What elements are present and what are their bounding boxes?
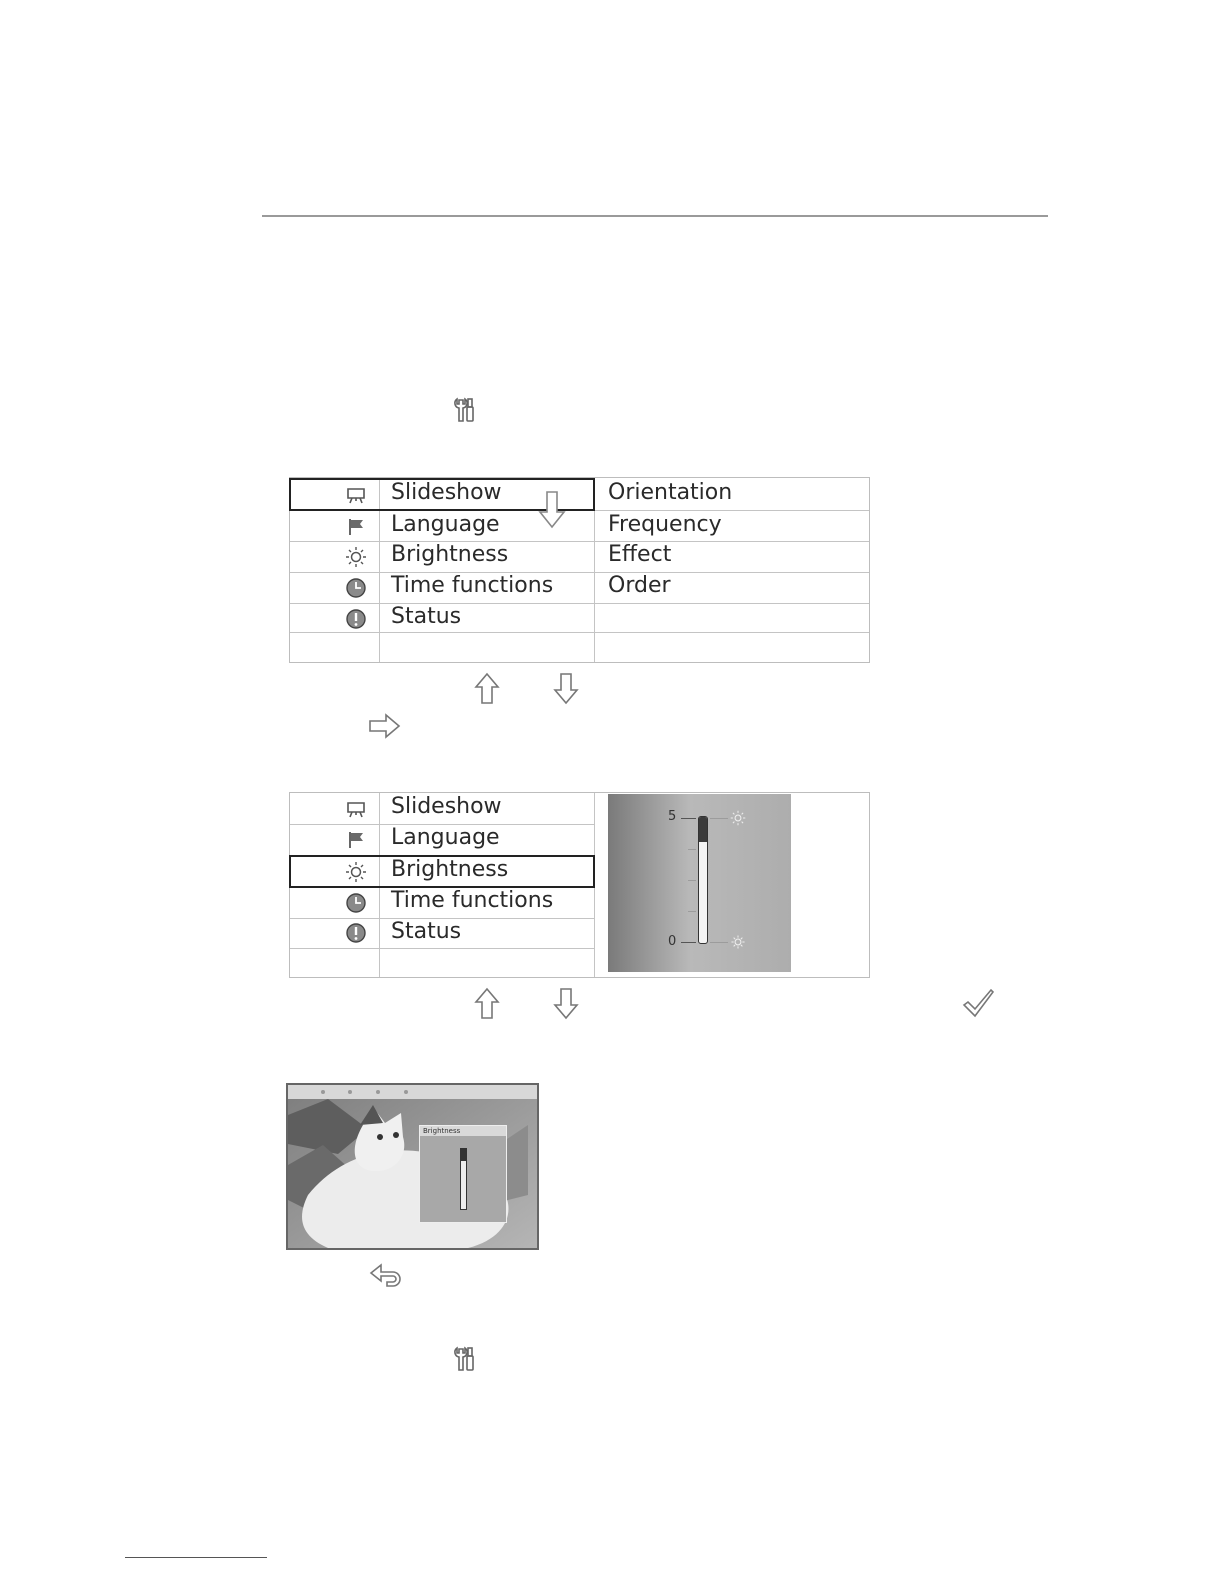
arrow-down-icon [553, 987, 579, 1021]
clock-icon [345, 577, 367, 599]
slideshow-icon [345, 798, 367, 820]
checkmark-icon [961, 987, 995, 1021]
menu-item-status[interactable]: Status [391, 919, 462, 944]
arrow-up-icon [474, 672, 500, 706]
footnote-rule [125, 1557, 267, 1558]
menu-item-language[interactable]: Language [391, 825, 500, 850]
settings-menu-2 [289, 792, 870, 978]
menu-item-slideshow[interactable]: Slideshow [391, 794, 502, 819]
menu-item-brightness[interactable]: Brightness [391, 542, 509, 567]
arrow-down-icon [538, 490, 566, 530]
arrow-up-icon [474, 987, 500, 1021]
menu-item-time-functions[interactable]: Time functions [391, 888, 554, 913]
wrench-icon [452, 396, 478, 424]
brightness-overlay [419, 1125, 507, 1223]
submenu-item-orientation[interactable]: Orientation [608, 480, 733, 505]
info-icon [345, 922, 367, 944]
brightness-icon [345, 861, 367, 883]
back-icon [369, 1262, 405, 1288]
brightness-icon [345, 546, 367, 568]
slider-min-label: 0 [668, 934, 677, 949]
top-rule [262, 215, 1048, 217]
brightness-slider[interactable] [698, 816, 708, 944]
clock-icon [345, 892, 367, 914]
photo-preview [286, 1083, 539, 1250]
slider-fill [699, 817, 707, 842]
brightness-overlay-title: Brightness [420, 1126, 506, 1136]
flag-icon [345, 829, 367, 851]
submenu-item-frequency[interactable]: Frequency [608, 512, 722, 537]
slideshow-icon [345, 484, 367, 506]
overlay-slider-fill [461, 1149, 466, 1161]
brightness-panel [608, 794, 791, 972]
brightness-high-icon [730, 810, 746, 826]
menu-item-brightness[interactable]: Brightness [391, 857, 509, 882]
submenu-item-effect[interactable]: Effect [608, 542, 672, 567]
slider-max-label: 5 [668, 809, 677, 824]
menu-item-language[interactable]: Language [391, 512, 500, 537]
info-icon [345, 608, 367, 630]
menu-item-time-functions[interactable]: Time functions [391, 573, 554, 598]
submenu-item-order[interactable]: Order [608, 573, 671, 598]
arrow-down-icon [553, 672, 579, 706]
menu-item-status[interactable]: Status [391, 604, 462, 629]
flag-icon [345, 516, 367, 538]
wrench-icon [452, 1345, 478, 1373]
menu-item-slideshow[interactable]: Slideshow [391, 480, 502, 505]
brightness-low-icon [730, 934, 746, 950]
settings-menu-1 [289, 477, 870, 663]
arrow-right-icon [368, 713, 402, 739]
